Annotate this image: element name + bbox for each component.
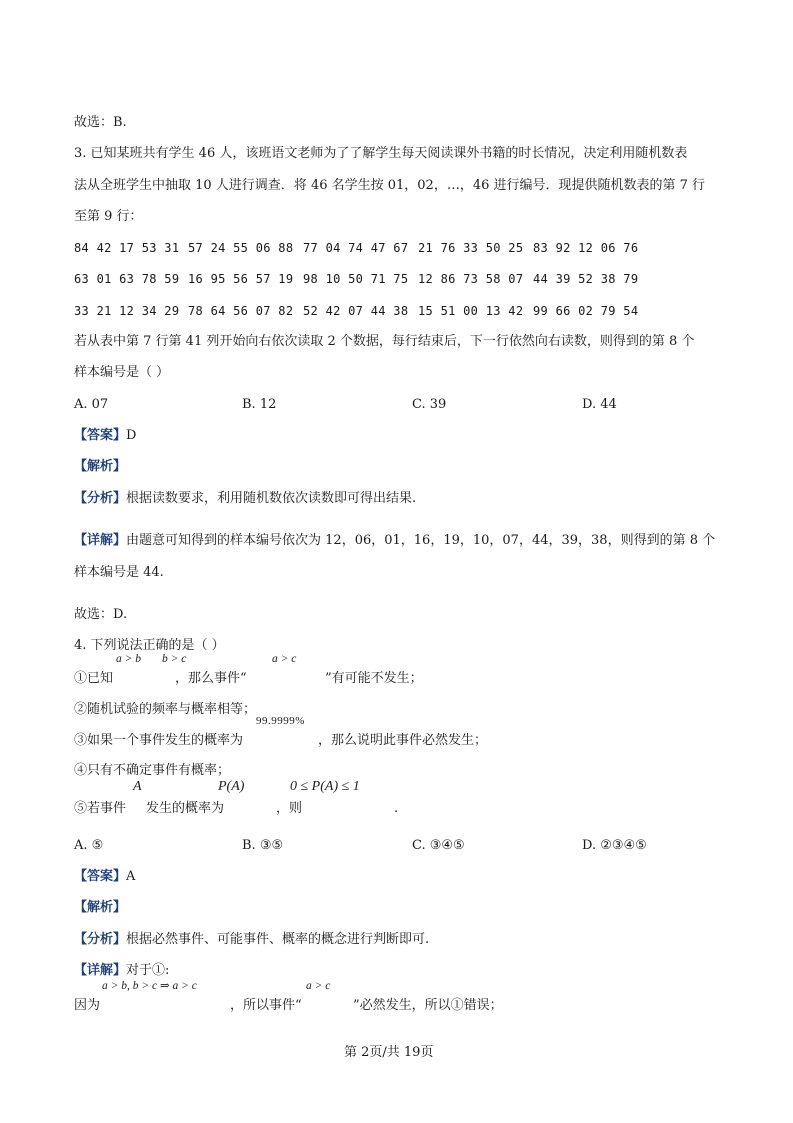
q4-option-c: C. ③④⑤	[412, 838, 465, 853]
table-cell: 12 86 73 58 07	[418, 272, 524, 286]
table-cell: 57 24 55 06 88	[188, 241, 294, 255]
table-cell: 78 64 56 07 82	[188, 304, 294, 318]
q3-option-a: A. 07	[74, 397, 109, 412]
answer-tag: 【答案】	[74, 428, 127, 443]
q4-xiangjie	[74, 962, 169, 980]
math-a-gt-c: a > c	[272, 653, 297, 665]
q4-answer	[74, 868, 135, 886]
table-cell: 21 76 33 50 25	[418, 241, 524, 255]
math-event-a: A	[133, 779, 142, 794]
q4-statement-1c: ”有可能不发生；	[325, 671, 423, 686]
answer-value: A	[126, 869, 136, 884]
math-a-gt-b: a > b	[116, 653, 142, 665]
table-cell: 52 42 07 44 38	[303, 304, 409, 318]
q3-stem-line3: 至第 9 行：	[74, 209, 143, 224]
table-cell: 16 95 56 57 19	[188, 272, 294, 286]
q4-statement-1a: ①已知	[74, 671, 114, 686]
fenxi-tag: 【分析】	[74, 932, 127, 947]
q4-fenxi	[74, 931, 429, 949]
fenxi-text: 根据必然事件、可能事件、概率的概念进行判断即可.	[126, 932, 430, 947]
fenxi-tag: 【分析】	[74, 491, 127, 506]
q3-analysis-heading	[74, 458, 126, 476]
xiangjie-text: 对于①:	[126, 963, 170, 978]
table-cell: 44 39 52 38 79	[533, 272, 639, 286]
table-cell: 15 51 00 13 42	[418, 304, 524, 318]
q4-statement-3a: ③如果一个事件发生的概率为	[74, 733, 244, 748]
table-cell: 98 10 50 71 75	[303, 272, 409, 286]
q3-xiangjie-line2: 样本编号是 44.	[74, 565, 164, 580]
q3-conclusion: 故选：D.	[74, 607, 128, 622]
q3-option-d: D. 44	[582, 397, 617, 412]
q3-stem-line4: 若从表中第 7 行第 41 列开始向右依次读取 2 个数据，每行结束后，下一行依然向右读数，则得到的第 8 个	[74, 334, 695, 349]
table-cell: 63 01 63 78 59	[74, 272, 180, 286]
math-transitivity: a > b, b > c ⇒ a > c	[102, 980, 197, 992]
analysis-tag: 【解析】	[74, 900, 127, 915]
q4-statement-5a: ⑤若事件	[74, 801, 127, 816]
answer-tag: 【答案】	[74, 869, 127, 884]
q4-statement-2: ②随机试验的频率与概率相等；	[74, 702, 257, 717]
q4-because-b: ，所以事件“	[230, 998, 302, 1013]
q4-because-c: ”必然发生，所以①错误；	[353, 998, 503, 1013]
q3-stem-line5: 样本编号是（ ）	[74, 365, 170, 380]
math-p-of-a: P(A)	[218, 779, 245, 794]
q4-statement-5c: ，则	[276, 801, 303, 816]
q3-stem-line1: 3. 已知某班共有学生 46 人，该班语文老师为了了解学生每天阅读课外书籍的时长情况，决定利用随机数表	[74, 146, 688, 161]
table-cell: 84 42 17 53 31	[74, 241, 180, 255]
q4-because-a: 因为	[74, 998, 101, 1013]
q3-xiangjie	[74, 532, 715, 550]
q4-stem: 4. 下列说法正确的是（ ）	[74, 638, 225, 653]
q4-option-b: B. ③⑤	[242, 838, 284, 853]
page-footer: 第 2页/共 19页	[344, 1045, 434, 1060]
math-probability-range: 0 ≤ P(A) ≤ 1	[290, 779, 360, 794]
q4-statement-1b: ，那么事件“	[175, 671, 247, 686]
q4-option-d: D. ②③④⑤	[582, 838, 647, 853]
answer-value: D	[126, 428, 137, 443]
q4-option-a: A. ⑤	[74, 838, 104, 853]
math-a-gt-c-2: a > c	[306, 980, 331, 992]
q3-fenxi	[74, 490, 416, 508]
table-cell: 33 21 12 34 29	[74, 304, 180, 318]
q4-analysis-heading	[74, 899, 126, 917]
q3-option-c: C. 39	[412, 397, 447, 412]
fenxi-text: 根据读数要求，利用随机数依次读数即可得出结果.	[126, 491, 417, 506]
q3-answer	[74, 427, 136, 445]
math-b-gt-c: b > c	[162, 653, 187, 665]
xiangjie-text: 由题意可知得到的样本编号依次为 12，06，01，16，19，10，07，44，39，38，则得到的第 8 个	[126, 533, 716, 548]
xiangjie-tag: 【详解】	[74, 533, 127, 548]
q3-stem-line2: 法从全班学生中抽取 10 人进行调查．将 46 名学生按 01，02，…，46 进行编号．现提供随机数表的第 7 行	[74, 178, 706, 193]
q3-option-b: B. 12	[242, 397, 277, 412]
table-cell: 77 04 74 47 67	[303, 241, 409, 255]
q4-statement-5b: 发生的概率为	[146, 801, 225, 816]
q4-statement-5d: .	[394, 801, 399, 816]
q2-conclusion: 故选：B.	[74, 115, 127, 130]
analysis-tag: 【解析】	[74, 459, 127, 474]
q4-statement-4: ④只有不确定事件有概率；	[74, 763, 231, 778]
xiangjie-tag: 【详解】	[74, 963, 127, 978]
q4-statement-3b: ，那么说明此事件必然发生；	[318, 733, 488, 748]
table-cell: 99 66 02 79 54	[533, 304, 639, 318]
math-percent: 99.9999%	[256, 715, 305, 727]
table-cell: 83 92 12 06 76	[533, 241, 639, 255]
